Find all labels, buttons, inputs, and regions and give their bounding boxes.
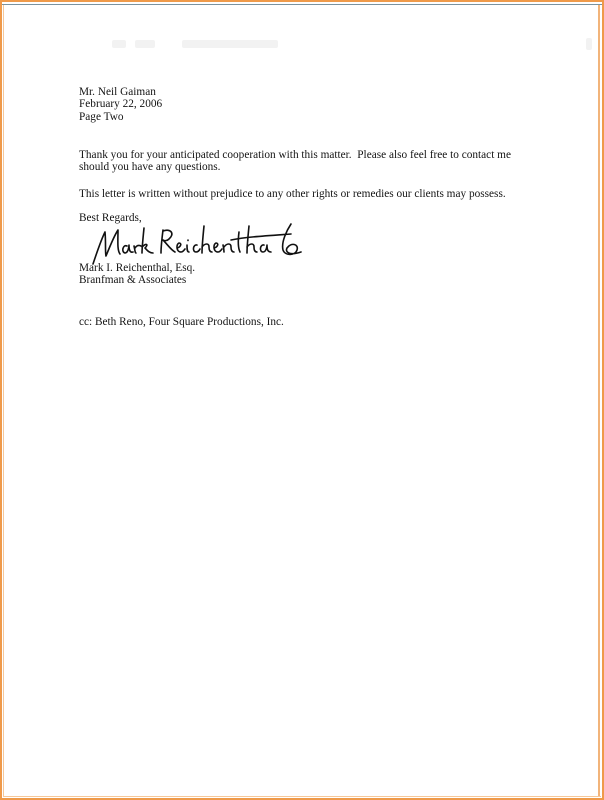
border-inner-bottom (3, 796, 601, 797)
signer-name: Mark I. Reichenthal, Esq. (79, 262, 196, 274)
handwritten-signature-icon (91, 222, 306, 266)
cc-recipients: cc: Beth Reno, Four Square Productions, Inc. (79, 316, 284, 328)
page-number: Page Two (79, 110, 124, 123)
paragraph-2 (79, 188, 506, 200)
salutation: Best Regards, (79, 212, 142, 224)
scan-artifact (112, 40, 126, 48)
recipient-name: Mr. Neil Gaiman (79, 86, 156, 98)
signature-block (79, 262, 195, 287)
scan-artifact (135, 40, 155, 48)
paragraph-1-line-2: should you have any questions. (79, 161, 221, 174)
border-inner-left (3, 5, 4, 797)
paragraph-2-text: This letter is written without prejudice to any other rights or remedies our clients may possess. (79, 188, 506, 200)
scan-artifact (182, 40, 278, 48)
border-inner-right (598, 5, 600, 797)
scan-artifact (586, 38, 592, 50)
letter-date: February 22, 2006 (79, 98, 163, 111)
top-rule (2, 4, 602, 5)
firm-name: Branfman & Associates (79, 274, 187, 287)
paragraph-1-line-1: Thank you for your anticipated cooperation with this matter. Please also feel free to contact me (79, 149, 511, 161)
letter-header (79, 86, 539, 123)
letter-body (79, 86, 539, 328)
paragraph-1 (79, 149, 511, 174)
cc-line (79, 316, 284, 328)
